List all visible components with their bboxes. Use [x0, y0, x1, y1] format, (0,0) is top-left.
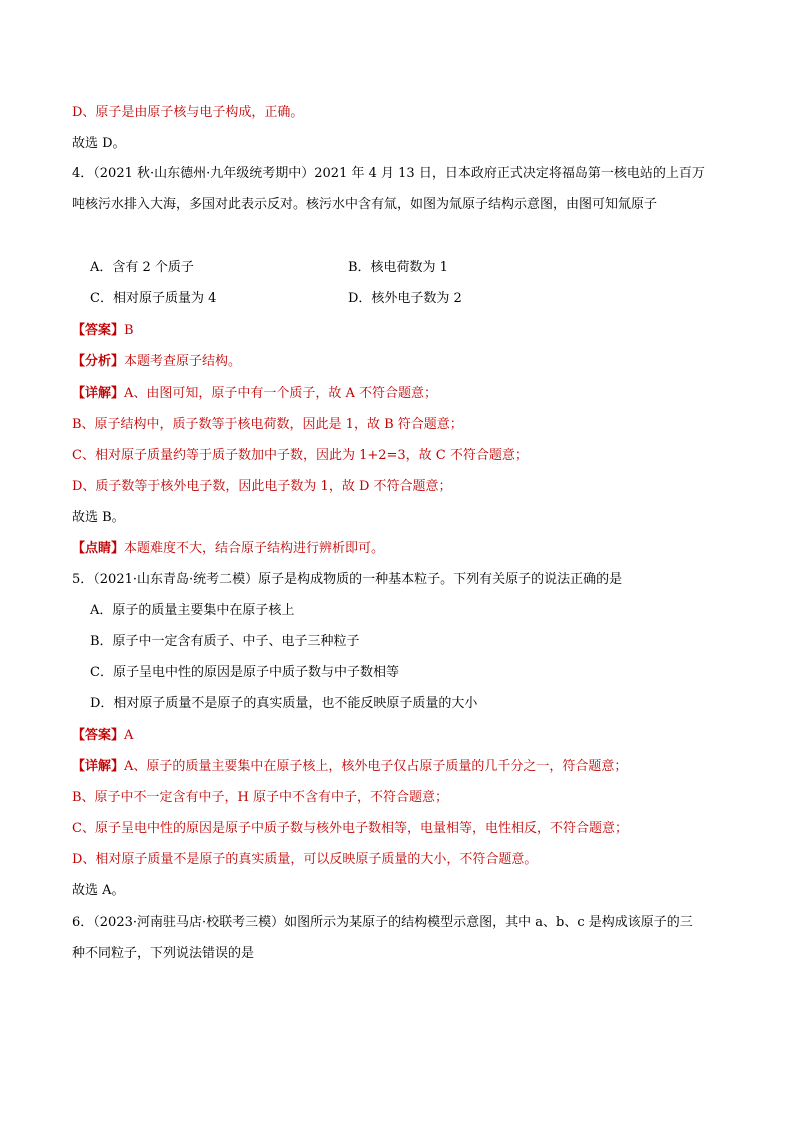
- q6-stem-line1: [72, 913, 693, 933]
- q4-number: 4．: [72, 166, 94, 181]
- q4-answer-tag: 【答案】: [72, 323, 125, 338]
- q5-option-d: D．相对原子质量不是原子的真实质量，也不能反映原子质量的大小: [90, 696, 478, 711]
- q5-stem-text: 原子是构成物质的一种基本粒子。下列有关原子的说法正确的是: [258, 572, 623, 587]
- prev-detail-d: D、原子是由原子核与电子构成，正确。: [72, 105, 304, 120]
- q4-analysis: [72, 352, 241, 372]
- q4-stem-line1: [72, 164, 705, 184]
- q5-answer: [72, 726, 133, 746]
- q4-option-d: D．核外电子数为 2: [348, 291, 462, 306]
- q4-analysis-tag: 【分析】: [72, 354, 125, 369]
- q4-comment: [72, 539, 384, 559]
- q6-number: 6．: [72, 915, 94, 930]
- q5-detail-c: C、原子呈电中性的原因是原子中质子数与核外电子数相等，电量相等，电性相反，不符合题意；: [72, 821, 628, 836]
- q4-detail-c: C、相对原子质量约等于质子数加中子数，因此为 1+2=3，故 C 不符合题意；: [72, 448, 528, 463]
- q4-analysis-text: 本题考查原子结构。: [124, 354, 242, 369]
- q4-choose: 故选 B。: [72, 510, 125, 525]
- q4-detail-d: D、质子数等于核外电子数，因此电子数为 1，故 D 不符合题意；: [72, 479, 452, 494]
- q5-source: （2021·山东青岛·统考二模）: [93, 572, 259, 587]
- q4-option-b: B．核电荷数为 1: [348, 260, 448, 275]
- q4-stem-text1: 2021 年 4 月 13 日，日本政府正式决定将福岛第一核电站的上百万: [314, 166, 705, 181]
- q6-stem-line2: 种不同粒子，下列说法错误的是: [72, 946, 255, 961]
- q4-answer: [72, 321, 134, 341]
- q4-comment-text: 本题难度不大，结合原子结构进行辨析即可。: [124, 541, 385, 556]
- q5-number: 5．: [72, 572, 94, 587]
- q5-detail-a-text: A、原子的质量主要集中在原子核上，核外电子仅占原子质量的几千分之一，符合题意；: [124, 759, 628, 774]
- q5-option-a: A．原子的质量主要集中在原子核上: [90, 603, 295, 618]
- q4-option-c: C．相对原子质量为 4: [90, 291, 217, 306]
- q4-source: （2021 秋·山东德州·九年级统考期中）: [93, 166, 315, 181]
- q5-answer-value: A: [124, 728, 134, 743]
- q4-detail-a: [72, 384, 437, 404]
- q4-comment-tag: 【点睛】: [72, 541, 125, 556]
- q4-answer-value: B: [124, 323, 134, 338]
- q4-stem-line2: 吨核污水排入大海，多国对此表示反对。核污水中含有氚，如图为氚原子结构示意图，由图可知氚原子: [72, 197, 658, 212]
- q6-source: （2023·河南驻马店·校联考三模）: [93, 915, 285, 930]
- q5-option-b: B．原子中一定含有质子、中子、电子三种粒子: [90, 634, 360, 649]
- q4-option-a: A．含有 2 个质子: [90, 260, 194, 275]
- q5-detail-a: [72, 757, 627, 777]
- q5-detail-b: B、原子中不一定含有中子，H 原子中不含有中子，不符合题意；: [72, 790, 449, 805]
- q4-detail-a-text: A、由图可知，原子中有一个质子，故 A 不符合题意；: [124, 386, 438, 401]
- q4-detail-b: B、原子结构中，质子数等于核电荷数，因此是 1，故 B 符合题意；: [72, 417, 463, 432]
- q4-detail-tag: 【详解】: [72, 386, 125, 401]
- prev-choose: 故选 D。: [72, 136, 126, 151]
- q5-stem: [72, 570, 622, 590]
- q5-detail-d: D、相对原子质量不是原子的真实质量，可以反映原子质量的大小，不符合题意。: [72, 852, 538, 867]
- q5-detail-tag: 【详解】: [72, 759, 125, 774]
- q5-choose: 故选 A。: [72, 883, 125, 898]
- q5-option-c: C．原子呈电中性的原因是原子中质子数与中子数相等: [90, 665, 399, 680]
- q6-stem-text1: 如图所示为某原子的结构模型示意图，其中 a、b、c 是构成该原子的三: [284, 915, 693, 930]
- q5-answer-tag: 【答案】: [72, 728, 125, 743]
